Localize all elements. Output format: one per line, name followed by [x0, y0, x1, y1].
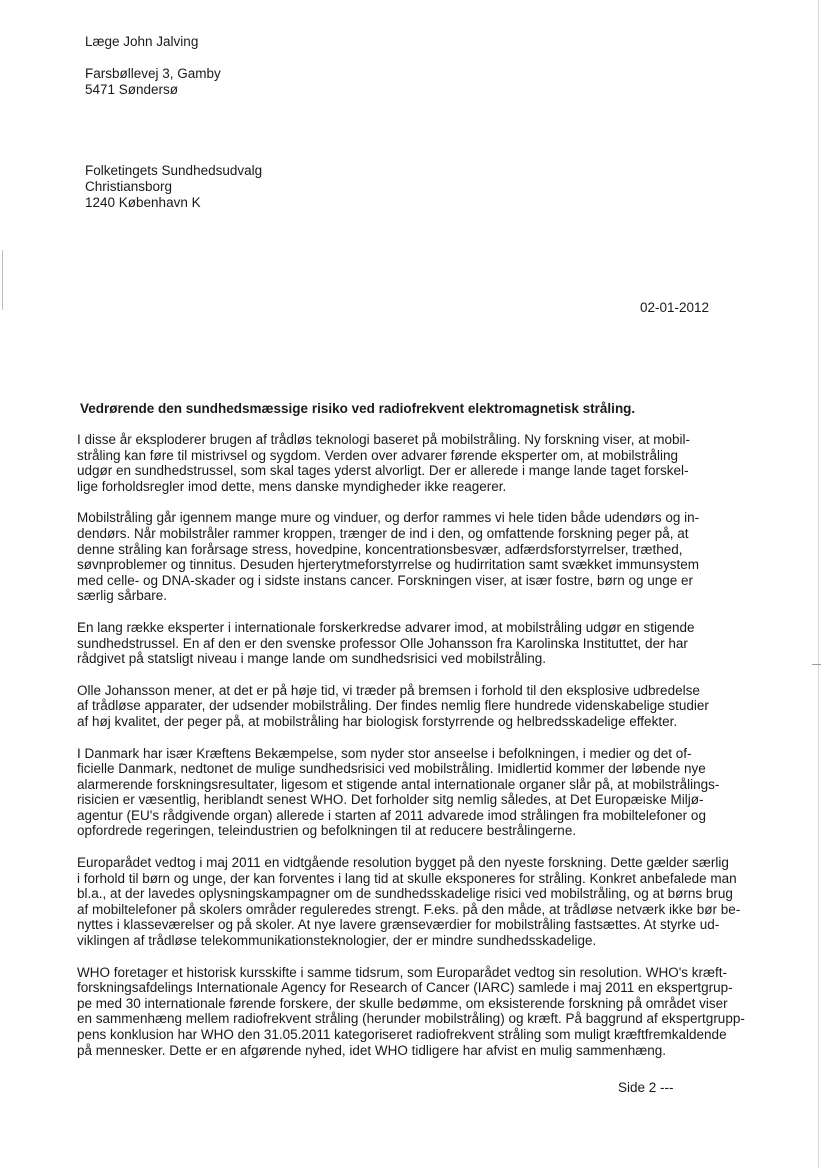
body-paragraph: [77, 510, 757, 604]
scan-tick-mark: [812, 664, 821, 665]
paragraph-line: på mennesker. Dette er en afgørende nyhed, idet WHO tidligere har afvist en mulig sammenhæng.: [77, 1042, 667, 1058]
paragraph-line: sundhedstrussel. En af den er den svenske professor Olle Johansson fra Karolinska Instituttet, der har: [77, 635, 688, 651]
paragraph-line: En lang række eksperter i internationale forskerkredse advarer imod, at mobilstråling udgør en stigende: [77, 619, 695, 635]
paragraph-line: rådgivet på statsligt niveau i mange lande om sundhedsrisici ved mobilstråling.: [77, 651, 546, 667]
sender-name: Læge John Jalving: [85, 34, 199, 49]
paragraph-line: søvnproblemer og tinnitus. Desuden hjerterytmeforstyrrelse og hudirritation samt svækket immunsystem: [77, 557, 699, 573]
paragraph-line: agentur (EU's rådgivende organ) allerede i starten af 2011 advarede imod strålingen fra mobiltelefoner og: [77, 807, 706, 823]
scan-edge-mark: [2, 250, 3, 310]
paragraph-line: I disse år eksploderer brugen af trådløs teknologi baseret på mobilstråling. Ny forskning viser, at mobil-: [77, 432, 691, 447]
body-paragraph: [77, 432, 757, 494]
paragraph-line: opfordrede regeringen, teleindustrien og befolkningen til at reducere bestrålingerne.: [77, 823, 577, 839]
paragraph-line: bl.a., at der lavedes oplysningskampagner om de sundhedsskadelige risici ved mobilstråling, og at børns brug: [77, 886, 733, 902]
paragraph-line: nyttes i klasseværelser og på skoler. At nye lavere grænseværdier for mobilstråling fastsættes. At styrke ud-: [77, 917, 720, 933]
body-paragraph: [77, 746, 757, 840]
paragraph-line: stråling kan føre til mistrivsel og sygdom. Verden over advarer førende eksperter om, at mobilstråling: [77, 447, 678, 463]
recipient-line: Christiansborg: [85, 179, 173, 194]
paragraph-line: dendørs. Når mobilstråler rammer kroppen, trænger de ind i den, og omfattende forskning peger på, at: [77, 525, 689, 541]
letter-body: [77, 432, 757, 1074]
paragraph-line: af høj kvalitet, der peger på, at mobilstråling har biologisk forstyrrende og helbredsskadelige effekter.: [77, 713, 678, 729]
sender-city: 5471 Søndersø: [85, 82, 179, 97]
paragraph-line: Mobilstråling går igennem mange mure og vinduer, og derfor rammes vi hele tiden både udendørs og in-: [77, 510, 700, 526]
paragraph-line: af trådløse apparater, der udsender mobilstråling. Der findes nemlig flere hundrede videnskabelige studier: [77, 698, 709, 714]
scan-edge-mark: [818, 0, 819, 1168]
paragraph-line: udgør en sundhedstrussel, som skal tages yderst alvorligt. Der er allerede i mange lande taget forskel-: [77, 463, 689, 479]
paragraph-line: i forhold til børn og unge, der kan forventes i lang tid at skulle eksponeres for stråling. Konkret anbefalede man: [77, 870, 737, 886]
recipient-line: Folketingets Sundhedsudvalg: [85, 163, 263, 178]
paragraph-line: forskningsafdelings Internationale Agency for Research of Cancer (IARC) samlede i maj 2011 en ekspertgrup-: [77, 980, 733, 996]
letter-subject: Vedrørende den sundhedsmæssige risiko ved radiofrekvent elektromagnetisk stråling.: [80, 401, 636, 416]
paragraph-line: I Danmark har især Kræftens Bekæmpelse, som nyder stor anseelse i befolkningen, i medier og det of-: [77, 745, 692, 761]
sender-block: [85, 34, 221, 98]
letter-date: 02-01-2012: [640, 300, 710, 315]
body-paragraph: [77, 855, 757, 949]
paragraph-line: alarmerende forskningsresultater, ligesom et stigende antal internationale organer slår på, at mobilstrålings-: [77, 776, 720, 792]
recipient-line: 1240 København K: [85, 195, 201, 210]
paragraph-line: af mobiltelefoner på skolers områder reguleredes strengt. F.eks. på den måde, at trådløse netværk ikke bør be-: [77, 901, 741, 917]
body-paragraph: [77, 965, 757, 1059]
paragraph-line: risicien er væsentlig, heriblandt senest WHO. Det forholder sitg nemlig således, at Det Europæiske Miljø-: [77, 792, 704, 808]
paragraph-line: en sammenhæng mellem radiofrekvent stråling (herunder mobilstråling) og kræft. På baggrund af ekspertgrupp-: [77, 1011, 745, 1027]
body-paragraph: [77, 683, 757, 730]
paragraph-line: Olle Johansson mener, at det er på høje tid, vi træder på bremsen i forhold til den eksplosive udbredelse: [77, 682, 700, 698]
paragraph-line: med celle- og DNA-skader og i sidste instans cancer. Forskningen viser, at især fostre, børn og unge er: [77, 572, 694, 588]
recipient-block: [85, 163, 262, 211]
paragraph-line: pens konklusion har WHO den 31.05.2011 kategoriseret radiofrekvent stråling som muligt kræftfremkaldende: [77, 1027, 727, 1042]
paragraph-line: WHO foretager et historisk kursskifte i samme tidsrum, som Europarådet vedtog sin resolution. WHO's kræft-: [77, 964, 728, 980]
paragraph-line: lige forholdsregler imod dette, mens danske myndigheder ikke reagerer.: [77, 478, 507, 494]
paragraph-line: særlig sårbare.: [77, 588, 168, 604]
page-footer: Side 2 ---: [618, 1080, 674, 1095]
paragraph-line: Europarådet vedtog i maj 2011 en vidtgående resolution bygget på den nyeste forskning. Dette gælder særlig: [77, 855, 729, 871]
sender-street: Farsbøllevej 3, Gamby: [85, 66, 221, 81]
paragraph-line: denne stråling kan forårsage stress, hovedpine, koncentrationsbesvær, adfærdsforstyrrelser, træthed,: [77, 541, 683, 557]
paragraph-line: viklingen af trådløse telekommunikationsteknologier, der er mindre sundhedsskadelige.: [77, 933, 597, 949]
paragraph-line: ficielle Danmark, nedtonet de mulige sundhedsrisici ved mobilstråling. Imidlertid kommer der løbende nye: [77, 761, 706, 777]
body-paragraph: [77, 620, 757, 667]
paragraph-line: pe med 30 internationale førende forskere, der skulle bedømme, om eksisterende forskning på området viser: [77, 995, 728, 1011]
